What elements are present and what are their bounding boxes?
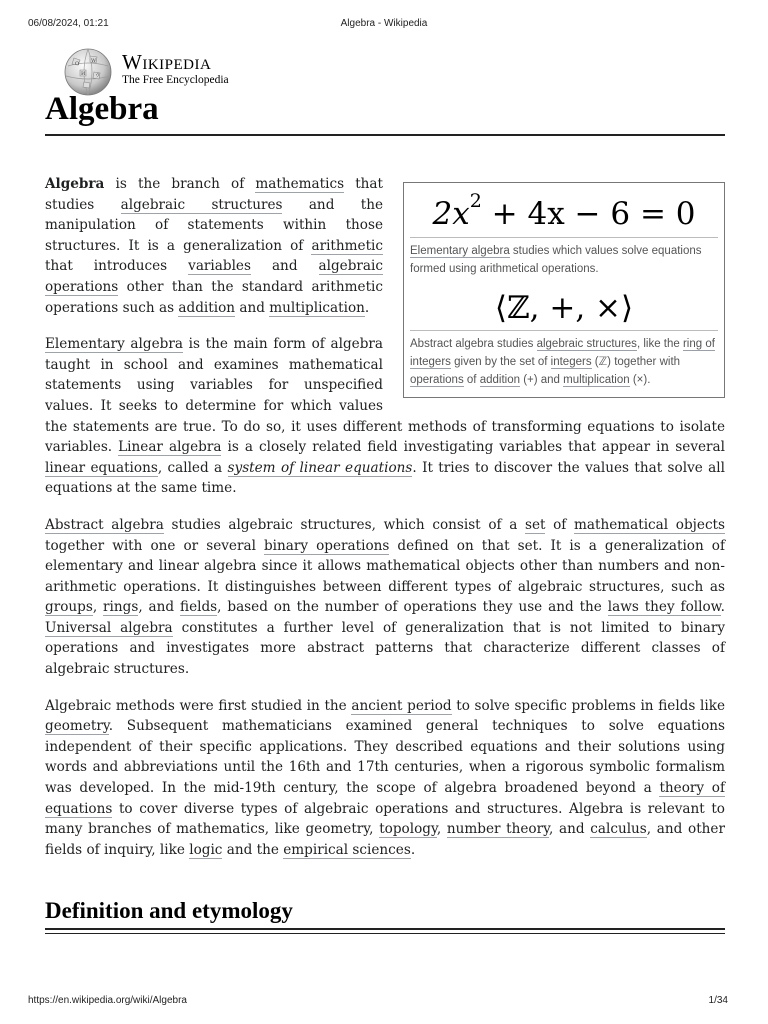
link-topology[interactable]: topology <box>379 821 437 838</box>
link-abstract-algebra[interactable]: Abstract algebra <box>45 516 164 533</box>
print-page-title: Algebra - Wikipedia <box>340 18 428 29</box>
infobox-caption-1: Elementary algebra studies which values solve equations formed using arithmetical operations. <box>410 245 702 275</box>
link-calculus[interactable]: calculus <box>590 821 647 838</box>
section-underline-thin <box>45 933 725 934</box>
link-ancient-period[interactable]: ancient period <box>351 697 452 714</box>
link-geometry[interactable]: geometry <box>45 718 109 735</box>
link-groups[interactable]: groups <box>45 599 93 616</box>
link-linear-equations[interactable]: linear equations <box>45 459 158 476</box>
link-rings[interactable]: rings <box>103 599 139 616</box>
svg-text:И: И <box>81 71 86 77</box>
link-number-theory[interactable]: number theory <box>446 821 549 838</box>
link-operations[interactable]: operations <box>410 374 464 386</box>
link-fields[interactable]: fields <box>180 599 218 616</box>
link-set[interactable]: set <box>524 516 546 533</box>
paragraph-intro: Algebra is the branch of mathematics that studies algebraic structures and the manipulation of statements within those structures. It is a generalization of arithmetic that introduces variables and algebraic operations other than the standard arithmetic operations such as addition and multiplication. <box>45 176 384 316</box>
page-title: Algebra <box>45 91 159 127</box>
print-page-number: 1/34 <box>708 995 728 1006</box>
link-binary-operations[interactable]: binary operations <box>263 537 390 554</box>
link-algebraic-operations[interactable]: algebraic operations <box>45 258 383 295</box>
paragraph-elementary: Elementary algebra is the main form of algebra taught in school and examines mathematical statements using variables for unspecified values. It seeks to determine for which values the statements are true. To do so, it uses different methods of transforming equations to isolate variables. Linear algebra is a closely related field investigating variables that appear in several linear equations, called a system of linear equations. It tries to discover the values that solve all equations at the same time. <box>45 336 725 497</box>
link-mathematical-objects[interactable]: mathematical objects <box>574 516 725 533</box>
print-url: https://en.wikipedia.org/wiki/Algebra <box>28 995 187 1006</box>
section-underline <box>45 928 725 930</box>
paragraph-abstract: Abstract algebra studies algebraic structures, which consist of a set of mathematical objects together with one or several binary operations defined on that set. It is a generalization of elementary and linear algebra since it allows mathematical objects other than numbers and non-arithmetic operations. It distinguishes between different types of algebraic structures, such as groups, rings, and fields, based on the number of operations they use and the laws they follow. Universal algebra constitutes a further level of generalization that is not limited to binary operations and investigates more abstract patterns that characterize different classes of algebraic structures. <box>45 516 725 678</box>
link-universal-algebra[interactable]: Universal algebra <box>45 619 173 636</box>
link-arithmetic[interactable]: arithmetic <box>311 237 383 254</box>
wikipedia-tagline: The Free Encyclopedia <box>122 74 229 86</box>
link-system-of-linear-equations[interactable]: system of linear equations <box>227 459 413 476</box>
link-empirical-sciences[interactable]: empirical sciences <box>283 841 411 858</box>
link-algebraic-structures[interactable]: algebraic structures <box>536 338 637 350</box>
link-logic[interactable]: logic <box>189 841 223 858</box>
link-ring-of-integers[interactable]: ring of integers <box>410 338 715 368</box>
quadratic-equation-image: $2x^2 + 4x - 6 = 0$ <box>410 189 718 238</box>
article-body <box>45 174 725 876</box>
infobox-caption-2: Abstract algebra studies algebraic structures, like the ring of integers given by the set of integers (ℤ) together with operations of addition (+) and multiplication (×). <box>410 338 715 386</box>
infobox <box>403 182 725 398</box>
link-variables[interactable]: variables <box>188 258 251 275</box>
svg-text:W: W <box>91 58 97 64</box>
link-algebraic-structures[interactable]: algebraic structures <box>120 196 283 213</box>
link-integers[interactable]: integers <box>550 356 592 368</box>
svg-text:Ω: Ω <box>75 61 80 67</box>
svg-text:ウ: ウ <box>95 73 101 79</box>
link-multiplication[interactable]: multiplication <box>269 299 365 316</box>
wikipedia-wordmark[interactable]: Wikipedia <box>122 50 212 74</box>
link-mathematics[interactable]: mathematics <box>255 176 345 192</box>
print-datetime: 06/08/2024, 01:21 <box>28 18 109 29</box>
section-heading-definition: Definition and etymology <box>45 898 293 923</box>
link-addition[interactable]: addition <box>178 299 236 316</box>
paragraph-history: Algebraic methods were first studied in the ancient period to solve specific problems in fields like geometry. Subsequent mathematicians examined general techniques to solve equations independent of their specific applications. They described equations and their solutions using words and abbreviations until the 16th and 17th centuries, when a rigorous symbolic formalism was developed. In the mid-19th century, the scope of algebra broadened beyond a theory of equations to cover diverse types of algebraic operations and structures. Algebra is relevant to many branches of mathematics, like geometry, topology, number theory, and calculus, and other fields of inquiry, like logic and the empirical sciences. <box>45 697 725 858</box>
link-multiplication[interactable]: multiplication <box>563 374 630 386</box>
link-linear-algebra[interactable]: Linear algebra <box>118 439 222 456</box>
link-addition[interactable]: addition <box>479 374 520 386</box>
link-elementary-algebra[interactable]: Elementary algebra <box>45 336 183 353</box>
link-laws-they-follow[interactable]: laws they follow <box>607 599 721 616</box>
link-theory-of-equations[interactable]: theory of equations <box>45 780 725 817</box>
integer-ring-formula-image: ⟨ℤ, +, ×⟩ <box>410 286 718 331</box>
title-underline <box>45 134 725 136</box>
link-elementary-algebra[interactable]: Elementary algebra <box>410 245 510 257</box>
